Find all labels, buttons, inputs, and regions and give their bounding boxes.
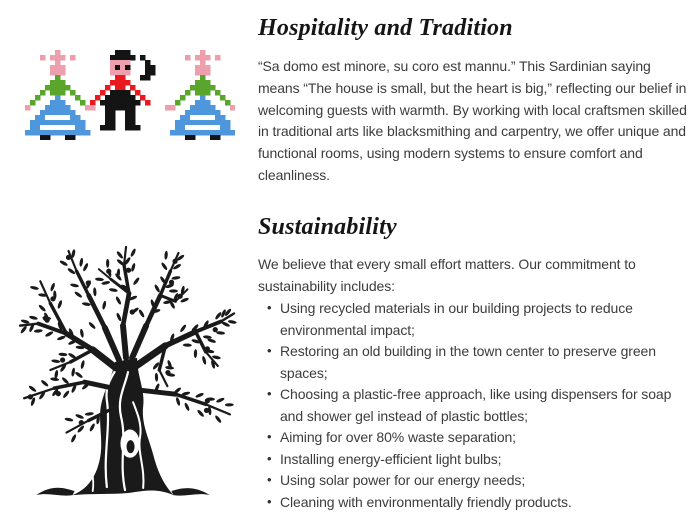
olive-tree-illustration [8, 238, 240, 500]
list-item [258, 470, 688, 492]
list-item [258, 298, 688, 341]
list-item-text: Aiming for over 80% waste separation; [280, 429, 516, 446]
bullet-icon: • [267, 386, 272, 402]
section-title-hospitality: Hospitality and Tradition [258, 15, 513, 41]
list-item-text: Using solar power for our energy needs; [280, 472, 526, 489]
list-item [258, 341, 688, 384]
list-item [258, 492, 688, 513]
bullet-icon: • [267, 472, 272, 488]
bullet-icon: • [267, 450, 272, 466]
list-item-text: Choosing a plastic-free approach, like using dispensers for soap and shower gel instead of plastic bottles; [280, 386, 672, 424]
list-item [258, 384, 688, 427]
illustration-column [0, 0, 252, 500]
folk-figures-pixel-art [25, 50, 235, 140]
hospitality-paragraph: “Sa domo est minore, su coro est mannu.” This Sardinian saying means “The house is small, but the heart is big,” reflecting our belief in welcoming guests with warmth. By working with local craftsmen skilled in traditional arts like blacksmithing and carpentry, we offer unique and functional rooms, using modern systems to ensure comfort and cleanliness. [258, 58, 687, 183]
bullet-icon: • [267, 343, 272, 359]
list-item [258, 449, 688, 471]
section-title-sustainability: Sustainability [258, 213, 397, 240]
bullet-icon: • [267, 429, 272, 445]
list-item-text: Installing energy-efficient light bulbs; [280, 450, 502, 467]
list-item-text: Using recycled materials in our building projects to reduce environmental impact; [280, 300, 633, 338]
sustainability-list [258, 298, 688, 513]
list-item-text: Restoring an old building in the town center to preserve green spaces; [280, 343, 656, 381]
sustainability-intro: We believe that every small effort matters. Our commitment to sustainability includes: [258, 255, 636, 294]
bullet-icon: • [267, 300, 272, 316]
content-column [258, 0, 688, 513]
bullet-icon: • [267, 493, 272, 509]
list-item [258, 427, 688, 449]
list-item-text: Cleaning with environmentally friendly products. [280, 493, 572, 510]
